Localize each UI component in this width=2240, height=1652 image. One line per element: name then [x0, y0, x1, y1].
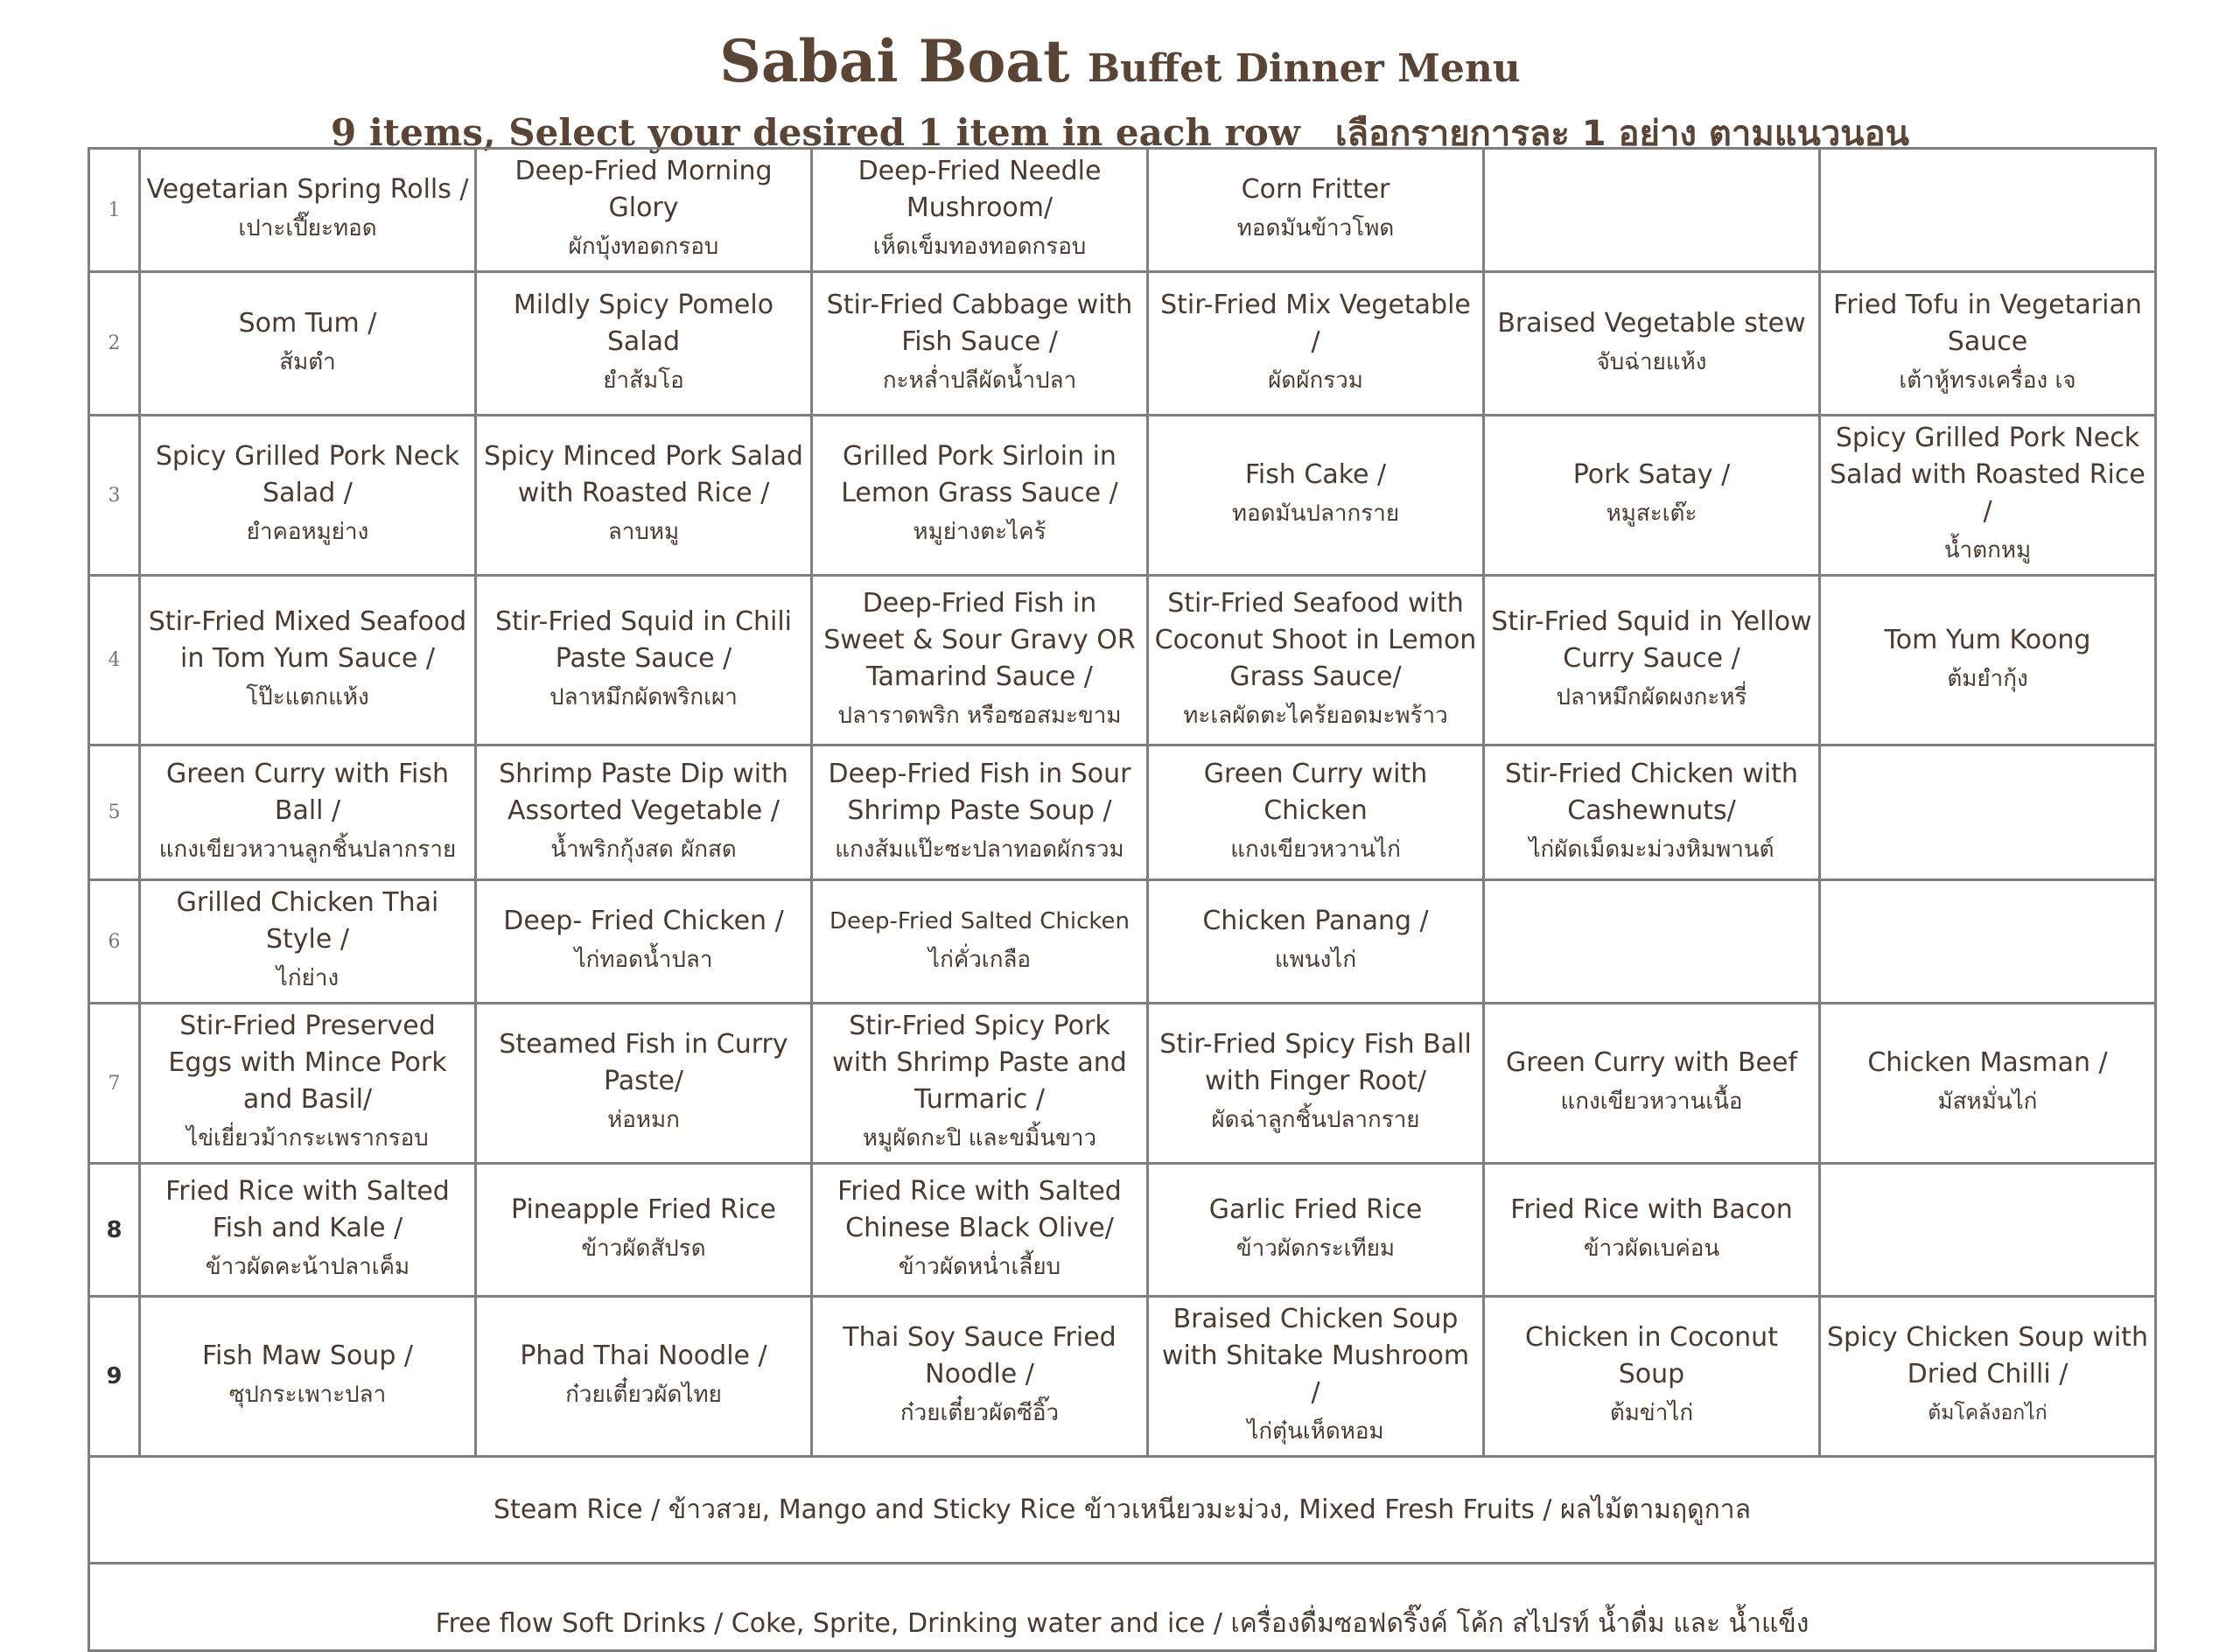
row-number: 1 — [89, 149, 140, 272]
menu-item-english: Deep-Fried Salted Chicken — [829, 908, 1130, 934]
menu-item-english: Grilled Pork Sirloin in Lemon Grass Sauce / — [841, 441, 1118, 508]
menu-item-cell — [1148, 1297, 1484, 1457]
menu-item-thai: ไก่คั่วเกลือ — [928, 947, 1031, 973]
menu-item-english: Spicy Grilled Pork Neck Salad with Roasted Rice / — [1830, 423, 2146, 527]
menu-item-thai: ทะเลผัดตะไคร้ยอดมะพร้าว — [1183, 702, 1448, 729]
menu-item-cell — [1484, 746, 1820, 880]
menu-item-thai: แกงเขียวหวานเนื้อ — [1560, 1088, 1743, 1115]
menu-item-cell — [476, 1164, 812, 1297]
menu-item-cell — [1484, 1004, 1820, 1164]
menu-item-thai: ต้มยำกุ้ง — [1947, 665, 2028, 692]
menu-item-cell — [1820, 1297, 2156, 1457]
menu-item-cell — [812, 1004, 1148, 1164]
menu-row — [89, 1164, 2156, 1297]
menu-item-english: Stir-Fried Mixed Seafood in Tom Yum Sauce / — [148, 606, 467, 674]
menu-row — [89, 416, 2156, 576]
menu-item-english: Thai Soy Sauce Fried Noodle / — [843, 1322, 1116, 1390]
menu-item-cell — [140, 149, 476, 272]
menu-row — [89, 272, 2156, 416]
menu-item-thai: ข้าวผัดกระเทียม — [1236, 1235, 1396, 1262]
menu-item-thai: ไก่ผัดเม็ดมะม่วงหิมพานต์ — [1529, 836, 1774, 863]
menu-row — [89, 576, 2156, 746]
menu-item-english: Stir-Fried Spicy Fish Ball with Finger Root/ — [1159, 1029, 1472, 1096]
row-number: 5 — [89, 746, 140, 880]
menu-item-cell — [1484, 576, 1820, 746]
menu-item-cell — [1820, 272, 2156, 416]
menu-item-thai: น้ำตกหมู — [1943, 537, 2032, 564]
menu-item-english: Corn Fritter — [1241, 174, 1390, 205]
menu-item-cell — [476, 272, 812, 416]
menu-item-cell — [140, 272, 476, 416]
menu-item-cell — [1148, 880, 1484, 1004]
menu-item-thai: ปลาหมึกผัดพริกเผา — [550, 683, 738, 710]
menu-item-cell — [812, 746, 1148, 880]
menu-item-cell — [1148, 1004, 1484, 1164]
menu-item-thai: ผักบุ้งทอดกรอบ — [568, 234, 719, 260]
menu-title-rest: Buffet Dinner Menu — [1087, 46, 1521, 91]
menu-item-english: Stir-Fried Mix Vegetable / — [1160, 289, 1471, 357]
menu-item-english: Stir-Fried Seafood with Coconut Shoot in Lemon Grass Sauce/ — [1154, 587, 1477, 692]
menu-item-english: Green Curry with Fish Ball / — [165, 758, 449, 826]
menu-item-cell — [812, 1164, 1148, 1297]
menu-item-cell — [1820, 576, 2156, 746]
menu-item-cell — [140, 746, 476, 880]
menu-item-cell — [1484, 1297, 1820, 1457]
menu-item-thai: ผัดผักรวม — [1268, 367, 1363, 394]
row-number: 9 — [89, 1297, 140, 1457]
menu-item-cell — [1820, 1004, 2156, 1164]
menu-item-cell — [812, 1297, 1148, 1457]
menu-item-thai: ส้มตำ — [279, 348, 336, 375]
menu-item-cell — [140, 1004, 476, 1164]
menu-item-english: Fried Rice with Salted Chinese Black Olive/ — [837, 1175, 1122, 1243]
menu-item-english: Stir-Fried Cabbage with Fish Sauce / — [826, 289, 1133, 357]
menu-item-cell — [476, 1297, 812, 1457]
menu-item-thai: แกงส้มแป๊ะซะปลาทอดผักรวม — [835, 836, 1124, 863]
menu-item-cell — [1148, 746, 1484, 880]
row-number: 3 — [89, 416, 140, 576]
menu-item-english: Stir-Fried Squid in Chili Paste Sauce / — [494, 606, 793, 674]
menu-header — [0, 24, 2240, 161]
row-number: 2 — [89, 272, 140, 416]
menu-item-english: Chicken Masman / — [1867, 1047, 2108, 1078]
menu-item-english: Tom Yum Koong — [1884, 624, 2091, 655]
menu-item-cell — [1148, 272, 1484, 416]
subtitle-english: 9 items, Select your desired 1 item in each row — [330, 111, 1300, 154]
menu-item-cell — [812, 272, 1148, 416]
menu-item-cell — [140, 576, 476, 746]
menu-item-cell — [1820, 149, 2156, 272]
menu-item-english: Shrimp Paste Dip with Assorted Vegetable / — [499, 758, 788, 826]
menu-item-cell — [1820, 1164, 2156, 1297]
menu-item-english: Pineapple Fried Rice — [511, 1194, 776, 1225]
menu-item-english: Green Curry with Chicken — [1203, 758, 1428, 826]
menu-item-cell — [812, 416, 1148, 576]
menu-item-thai: แกงเขียวหวานไก่ — [1230, 836, 1401, 863]
menu-item-english: Grilled Chicken Thai Style / — [176, 887, 439, 955]
menu-item-english: Stir-Fried Spicy Pork with Shrimp Paste and Turmaric / — [832, 1011, 1127, 1115]
menu-item-cell — [1148, 1164, 1484, 1297]
menu-item-cell — [1148, 416, 1484, 576]
menu-item-english: Mildly Spicy Pomelo Salad — [513, 289, 774, 357]
menu-row — [89, 149, 2156, 272]
menu-item-english: Fish Maw Soup / — [201, 1340, 414, 1371]
menu-title — [0, 24, 2240, 106]
menu-item-thai: หมูผัดกะปิ และขมิ้นขาว — [862, 1125, 1097, 1152]
menu-item-cell — [1820, 416, 2156, 576]
menu-item-thai: ต้มข่าไก่ — [1609, 1400, 1694, 1426]
menu-item-english: Vegetarian Spring Rolls / — [146, 174, 469, 205]
menu-item-english: Chicken Panang / — [1202, 906, 1429, 936]
menu-item-cell — [1820, 746, 2156, 880]
menu-item-thai: ทอดมันข้าวโพด — [1236, 215, 1395, 242]
menu-row — [89, 746, 2156, 880]
menu-item-english: Steamed Fish in Curry Paste/ — [499, 1029, 788, 1096]
menu-item-cell — [1148, 576, 1484, 746]
menu-item-thai: ไก่ย่าง — [276, 965, 340, 991]
menu-item-english: Chicken in Coconut Soup — [1525, 1322, 1778, 1390]
menu-item-thai: ไข่เยี่ยวม้ากระเพรากรอบ — [186, 1125, 429, 1152]
menu-item-english: Deep-Fried Morning Glory — [514, 156, 773, 223]
menu-item-english: Braised Vegetable stew — [1497, 307, 1806, 339]
menu-item-cell — [812, 880, 1148, 1004]
menu-item-english: Som Tum / — [238, 307, 377, 339]
menu-item-thai: จับฉ่ายแห้ง — [1596, 348, 1707, 375]
menu-item-thai: น้ำพริกกุ้งสด ผักสด — [550, 836, 737, 863]
menu-item-english: Green Curry with Beef — [1505, 1047, 1798, 1078]
menu-item-english: Pork Satay / — [1572, 459, 1731, 490]
menu-item-thai: ยำคอหมูย่าง — [246, 519, 369, 545]
menu-item-cell — [476, 416, 812, 576]
menu-item-thai: ปลาหมึกผัดผงกะหรี่ — [1556, 683, 1747, 710]
brand-name: Sabai Boat — [719, 27, 1070, 95]
drinks-row — [89, 1564, 2156, 1651]
menu-item-cell — [476, 1004, 812, 1164]
menu-item-thai: ข้าวผัดคะน้าปลาเค็ม — [205, 1253, 410, 1280]
row-number: 6 — [89, 880, 140, 1004]
menu-item-thai: ต้มโคล้งอกไก่ — [1928, 1402, 2048, 1424]
drinks-text: Free flow Soft Drinks / Coke, Sprite, Drinking water and ice / เครื่องดื่มซอฟดริ๊งค์ โค้ก สไปรท์ น้ำดื่ม และ น้ำแข็ง — [435, 1608, 1810, 1639]
menu-item-thai: ทอดมันปลากราย — [1231, 500, 1400, 527]
menu-item-cell — [140, 416, 476, 576]
menu-item-thai: กะหล่ำปลีผัดน้ำปลา — [882, 367, 1077, 394]
menu-item-cell — [140, 1297, 476, 1457]
menu-item-english: Phad Thai Noodle / — [520, 1340, 767, 1371]
menu-item-english: Deep-Fried Fish in Sweet & Sour Gravy OR Tamarind Sauce / — [823, 587, 1136, 692]
menu-item-english: Deep- Fried Chicken / — [503, 906, 784, 936]
menu-item-thai: หมูสะเต๊ะ — [1606, 500, 1698, 527]
menu-item-thai: เห็ดเข็มทองทอดกรอบ — [872, 234, 1087, 260]
menu-item-english: Spicy Chicken Soup with Dried Chilli / — [1827, 1322, 2148, 1390]
menu-row — [89, 880, 2156, 1004]
menu-item-thai: ลาบหมู — [607, 519, 680, 545]
menu-item-cell — [140, 880, 476, 1004]
row-number: 4 — [89, 576, 140, 746]
menu-item-english: Spicy Grilled Pork Neck Salad / — [155, 441, 460, 508]
subtitle-thai: เลือกรายการละ 1 อย่าง ตามแนวนอน — [1334, 114, 1909, 154]
menu-item-thai: ปลาราดพริก หรือซอสมะขาม — [837, 702, 1122, 729]
menu-item-english: Stir-Fried Chicken with Cashewnuts/ — [1505, 758, 1798, 826]
menu-item-thai: แพนงไก่ — [1274, 947, 1357, 973]
menu-item-cell — [476, 880, 812, 1004]
menu-item-cell — [1484, 149, 1820, 272]
menu-item-english: Stir-Fried Squid in Yellow Curry Sauce / — [1491, 606, 1812, 674]
menu-item-thai: มัสหมั่นไก่ — [1937, 1088, 2038, 1115]
menu-item-english: Deep-Fried Fish in Sour Shrimp Paste Soup / — [828, 758, 1131, 826]
menu-item-cell — [812, 576, 1148, 746]
menu-item-thai: หมูย่างตะไคร้ — [913, 519, 1046, 545]
menu-item-cell — [1148, 149, 1484, 272]
extras-cell — [89, 1457, 2156, 1564]
menu-item-thai: เต้าหู้ทรงเครื่อง เจ — [1899, 367, 2076, 394]
row-number: 8 — [89, 1164, 140, 1297]
menu-item-thai: ห่อหมก — [607, 1107, 680, 1133]
menu-item-thai: ผัดฉ่าลูกชิ้นปลากราย — [1211, 1107, 1420, 1133]
menu-item-thai: ก๋วยเตี๋ยวผัดไทย — [565, 1382, 722, 1408]
menu-item-english: Stir-Fried Preserved Eggs with Mince Pork and Basil/ — [168, 1011, 447, 1115]
menu-item-cell — [1820, 880, 2156, 1004]
menu-item-english: Fish Cake / — [1244, 459, 1387, 490]
menu-item-thai: ไก่ตุ๋นเห็ดหอม — [1247, 1418, 1384, 1445]
menu-item-thai: โป๊ะแตกแห้ง — [246, 683, 369, 710]
menu-item-cell — [812, 149, 1148, 272]
extras-text: Steam Rice / ข้าวสวย, Mango and Sticky Rice ข้าวเหนียวมะม่วง, Mixed Fresh Fruits / ผลไม้ตามฤดูกาล — [494, 1494, 1751, 1525]
menu-item-cell — [1484, 416, 1820, 576]
menu-item-cell — [140, 1164, 476, 1297]
extras-row — [89, 1457, 2156, 1564]
menu-row — [89, 1004, 2156, 1164]
menu-item-cell — [1484, 1164, 1820, 1297]
menu-item-english: Garlic Fried Rice — [1208, 1194, 1423, 1225]
menu-item-thai: ข้าวผัดสัปรด — [581, 1235, 706, 1262]
menu-item-english: Fried Tofu in Vegetarian Sauce — [1833, 289, 2142, 357]
menu-item-thai: ไก่ทอดน้ำปลา — [574, 947, 713, 973]
menu-item-cell — [1484, 272, 1820, 416]
menu-item-thai: เปาะเปี๊ยะทอด — [238, 215, 377, 242]
menu-item-english: Braised Chicken Soup with Shitake Mushroom / — [1161, 1304, 1470, 1408]
menu-item-cell — [476, 746, 812, 880]
menu-item-thai: แกงเขียวหวานลูกชิ้นปลากราย — [158, 836, 457, 863]
drinks-cell — [89, 1564, 2156, 1651]
row-number: 7 — [89, 1004, 140, 1164]
menu-item-english: Fried Rice with Salted Fish and Kale / — [165, 1175, 450, 1243]
menu-item-thai: ซุปกระเพาะปลา — [228, 1382, 387, 1408]
menu-item-thai: ยำส้มโอ — [603, 367, 684, 394]
menu-item-cell — [476, 576, 812, 746]
menu-item-english: Deep-Fried Needle Mushroom/ — [858, 156, 1102, 223]
menu-item-english: Spicy Minced Pork Salad with Roasted Rice / — [484, 441, 803, 508]
buffet-menu-table — [88, 147, 2157, 1652]
menu-item-thai: ข้าวผัดเบค่อน — [1583, 1235, 1720, 1262]
menu-item-thai: ก๋วยเตี๋ยวผัดซีอิ๊ว — [900, 1400, 1060, 1426]
menu-item-english: Fried Rice with Bacon — [1510, 1194, 1793, 1225]
menu-item-thai: ข้าวผัดหน่ำเลี้ยบ — [898, 1253, 1061, 1280]
menu-item-cell — [1484, 880, 1820, 1004]
menu-item-cell — [476, 149, 812, 272]
menu-row — [89, 1297, 2156, 1457]
